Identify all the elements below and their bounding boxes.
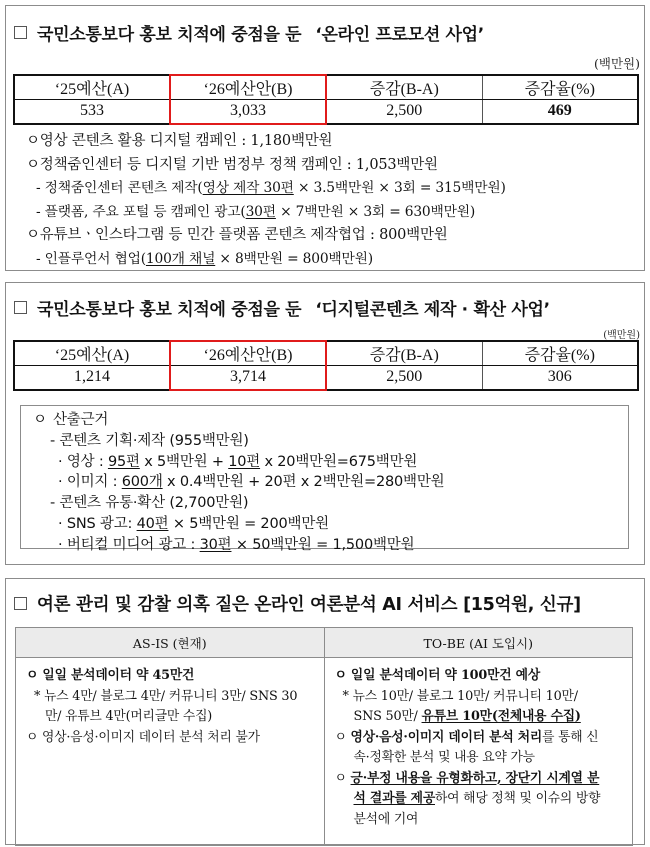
list-note: SNS 50만/ 유튜브 10만(전체내용 수집) [353, 709, 581, 724]
list-note: * 뉴스 10만/ 블로그 10만/ 커뮤니티 10만/ [342, 688, 578, 704]
value-change: 2,500 [326, 366, 482, 390]
budget-table [13, 340, 639, 391]
list-item: ㅇ정책줌인센터 등 디지털 기반 범정부 정책 캠페인 : 1,053백만원 [26, 156, 438, 173]
calc-line: · 이미지 : 600개 x 0.4백만원 + 20편 x 2백만원=280백만원 [58, 474, 445, 491]
header-change-rate: 증감율(%) [482, 341, 638, 366]
value-2026-budget: 3,714 [170, 366, 326, 390]
list-item: ㅇ 영상·음성·이미지 데이터 분석 처리를 통해 신 [334, 729, 599, 745]
list-subitem: - 정책줌인센터 콘텐츠 제작(영상 제작 30편 × 3.5백만원 × 3회 = 315백만원) [36, 180, 506, 196]
unit-label: (백만원) [594, 56, 640, 71]
list-item: ㅇ 긍·부정 내용을 유형화하고, 장단기 시계열 분 [334, 770, 600, 786]
value-change-rate: 469 [482, 100, 638, 124]
table-header-row [14, 341, 638, 366]
list-subitem: - 인플루언서 협업(100개 채널 × 8백만원 = 800백만원) [36, 250, 373, 267]
section-online-promotion [5, 5, 645, 271]
value-2025-budget: 533 [14, 100, 170, 124]
calc-group: - 콘텐츠 유통·확산 (2,700만원) [50, 495, 249, 512]
list-item: ㅇ유튜브ㆍ인스타그램 등 민간 플랫폼 콘텐츠 제작협업 : 800백만원 [26, 227, 448, 243]
calc-line: · 영상 : 95편 x 5백만원 + 10편 x 20백만원=675백만원 [58, 453, 418, 470]
list-item: ㅇ 영상·음성·이미지 데이터 분석 처리 불가 [26, 729, 260, 745]
title-project: ‘디지털콘텐츠 제작 · 확산 사업’ [315, 300, 550, 320]
calculation-basis-box [20, 405, 629, 553]
header-2025-budget: ‘25예산(A) [14, 75, 170, 100]
header-as-is: AS-IS (현재) [16, 628, 325, 658]
as-is-to-be-table [15, 627, 633, 846]
calc-line: · 버티컬 미디어 광고 : 30편 × 50백만원 = 1,500백만원 [58, 536, 415, 553]
header-2026-budget: ‘26예산안(B) [170, 341, 326, 366]
title-prefix: 국민소통보다 홍보 치적에 중점을 둔 [37, 300, 302, 320]
section-title [14, 20, 636, 45]
list-note: * 뉴스 4만/ 블로그 4만/ 커뮤니티 3만/ SNS 30 [34, 688, 298, 704]
list-note: 만/ 유튜브 4만(머리글만 수집) [45, 709, 213, 724]
title-project: ‘온라인 프로모션 사업’ [315, 25, 484, 45]
title-prefix: 국민소통보다 홍보 치적에 중점을 둔 [37, 25, 302, 45]
header-change-rate: 증감율(%) [482, 75, 638, 100]
header-change: 증감(B-A) [326, 341, 482, 366]
list-item-cont: 속·정확한 분석 및 내용 요약 가능 [353, 750, 535, 765]
unit-label: (백만원) [603, 330, 640, 341]
value-change-rate: 306 [482, 366, 638, 390]
section-ai-opinion-analysis [5, 578, 645, 845]
section-title [14, 295, 636, 320]
list-item-cont: 석 결과를 제공하여 해당 정책 및 이슈의 방향 [353, 791, 601, 806]
calc-group: - 콘텐츠 기획·제작 (955백만원) [50, 432, 249, 449]
list-item: ㅇ 일일 분석데이터 약 100만건 예상 [334, 668, 540, 683]
checkbox-square-icon [14, 26, 27, 39]
table-header-row [14, 75, 638, 100]
header-2025-budget: ‘25예산(A) [14, 341, 170, 366]
checkbox-square-icon [14, 301, 27, 314]
value-change: 2,500 [326, 100, 482, 124]
budget-table [13, 74, 639, 125]
budget-breakdown [26, 130, 506, 271]
header-to-be: TO-BE (AI 도입시) [324, 628, 633, 658]
header-2026-budget: ‘26예산안(B) [170, 75, 326, 100]
table-row [14, 366, 638, 390]
value-2025-budget: 1,214 [14, 366, 170, 390]
calc-heading: ㅇ 산출근거 [33, 412, 109, 428]
table-row [14, 100, 638, 124]
list-item: ㅇ 일일 분석데이터 약 45만건 [26, 668, 195, 683]
value-2026-budget: 3,033 [170, 100, 326, 124]
title-text: 여론 관리 및 감찰 의혹 짙은 온라인 여론분석 AI 서비스 [15억원, 신규] [37, 595, 581, 615]
section-title [14, 591, 636, 616]
to-be-cell [324, 658, 633, 846]
checkbox-square-icon [14, 597, 27, 610]
as-is-cell [16, 658, 325, 846]
list-item: ㅇ영상 콘텐츠 활용 디지털 캠페인 : 1,180백만원 [26, 133, 333, 149]
header-change: 증감(B-A) [326, 75, 482, 100]
calc-line: · SNS 광고: 40편 × 5백만원 = 200백만원 [58, 515, 329, 532]
list-item-cont: 분석에 기여 [353, 811, 419, 827]
list-subitem: - 플랫폼, 주요 포털 등 캠페인 광고(30편 × 7백만원 × 3회 = 630백만원) [36, 203, 476, 220]
section-digital-content [5, 282, 645, 565]
